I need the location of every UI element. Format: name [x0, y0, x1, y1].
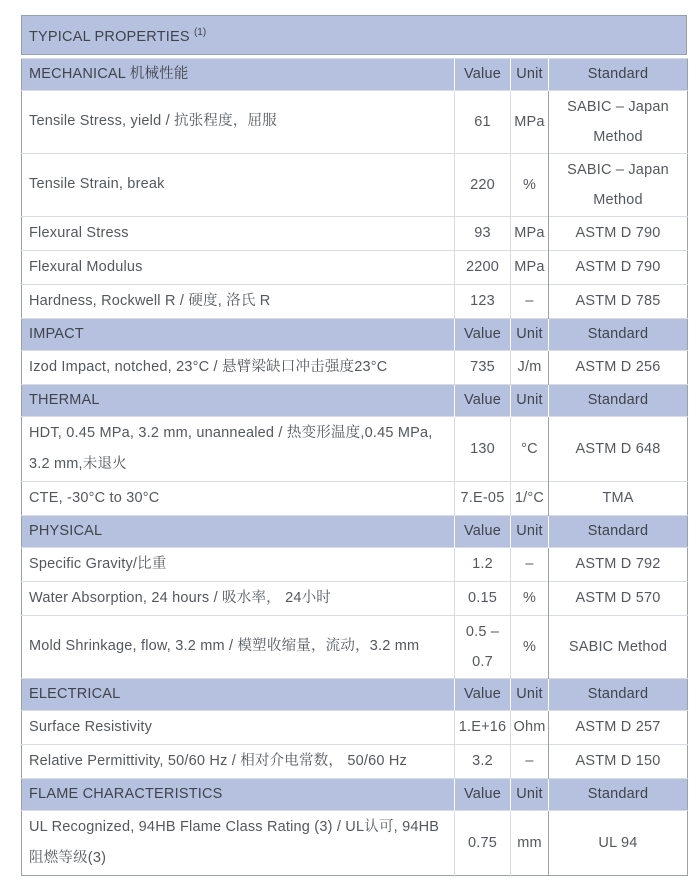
- column-header-unit: Unit: [511, 384, 549, 416]
- property-cell: Mold Shrinkage, flow, 3.2 mm / 模塑收缩量，流动，3.2 mm: [22, 615, 455, 678]
- value-cell: 130: [455, 416, 511, 481]
- standard-cell: ASTM D 790: [549, 250, 688, 284]
- table-row: [22, 284, 688, 318]
- datasheet-properties-table: [21, 15, 687, 876]
- column-header-standard: Standard: [549, 778, 688, 810]
- value-cell: 2200: [455, 250, 511, 284]
- unit-cell: –: [511, 547, 549, 581]
- standard-cell: UL 94: [549, 810, 688, 875]
- section-header-impact: [22, 318, 688, 350]
- column-header-unit: Unit: [511, 515, 549, 547]
- unit-cell: J/m: [511, 350, 549, 384]
- value-cell: 93: [455, 216, 511, 250]
- unit-cell: 1/°C: [511, 481, 549, 515]
- property-cell: Specific Gravity/比重: [22, 547, 455, 581]
- table-row: [22, 481, 688, 515]
- section-header-flame-characteristics: [22, 778, 688, 810]
- unit-cell: MPa: [511, 216, 549, 250]
- property-cell: UL Recognized, 94HB Flame Class Rating (3) / UL认可, 94HB 阻燃等级(3): [22, 810, 455, 875]
- value-cell: 0.75: [455, 810, 511, 875]
- value-cell: 1.E+16: [455, 710, 511, 744]
- table-title: [21, 15, 687, 55]
- section-header-electrical: [22, 678, 688, 710]
- table-row: [22, 216, 688, 250]
- section-header-physical: [22, 515, 688, 547]
- value-cell: 123: [455, 284, 511, 318]
- column-header-value: Value: [455, 778, 511, 810]
- column-header-unit: Unit: [511, 58, 549, 90]
- property-cell: Water Absorption, 24 hours / 吸水率， 24小时: [22, 581, 455, 615]
- column-header-standard: Standard: [549, 318, 688, 350]
- unit-cell: %: [511, 581, 549, 615]
- value-cell: 220: [455, 153, 511, 216]
- value-cell: 0.15: [455, 581, 511, 615]
- section-label: FLAME CHARACTERISTICS: [22, 778, 455, 810]
- value-cell: 7.E-05: [455, 481, 511, 515]
- column-header-unit: Unit: [511, 678, 549, 710]
- standard-cell: ASTM D 792: [549, 547, 688, 581]
- unit-cell: %: [511, 153, 549, 216]
- property-cell: Hardness, Rockwell R / 硬度, 洛氏 R: [22, 284, 455, 318]
- table-row: [22, 153, 688, 216]
- standard-cell: ASTM D 648: [549, 416, 688, 481]
- column-header-value: Value: [455, 678, 511, 710]
- section-label: IMPACT: [22, 318, 455, 350]
- standard-cell: SABIC – Japan Method: [549, 153, 688, 216]
- unit-cell: –: [511, 744, 549, 778]
- unit-cell: –: [511, 284, 549, 318]
- column-header-value: Value: [455, 318, 511, 350]
- unit-cell: %: [511, 615, 549, 678]
- table-row: [22, 547, 688, 581]
- property-cell: HDT, 0.45 MPa, 3.2 mm, unannealed / 热变形温度,0.45 MPa, 3.2 mm,未退火: [22, 416, 455, 481]
- standard-cell: ASTM D 256: [549, 350, 688, 384]
- table-row: [22, 581, 688, 615]
- column-header-standard: Standard: [549, 678, 688, 710]
- value-cell: 3.2: [455, 744, 511, 778]
- value-cell: 1.2: [455, 547, 511, 581]
- section-header-thermal: [22, 384, 688, 416]
- column-header-value: Value: [455, 58, 511, 90]
- column-header-unit: Unit: [511, 778, 549, 810]
- table-row: [22, 90, 688, 153]
- standard-cell: ASTM D 785: [549, 284, 688, 318]
- value-cell: 735: [455, 350, 511, 384]
- section-label: MECHANICAL 机械性能: [22, 58, 455, 90]
- unit-cell: mm: [511, 810, 549, 875]
- column-header-value: Value: [455, 515, 511, 547]
- column-header-unit: Unit: [511, 318, 549, 350]
- property-cell: Flexural Stress: [22, 216, 455, 250]
- table-row: [22, 350, 688, 384]
- table-row: [22, 250, 688, 284]
- column-header-standard: Standard: [549, 58, 688, 90]
- section-label: ELECTRICAL: [22, 678, 455, 710]
- value-cell: 61: [455, 90, 511, 153]
- column-header-standard: Standard: [549, 515, 688, 547]
- property-cell: Tensile Stress, yield / 抗张程度，屈服: [22, 90, 455, 153]
- section-label: THERMAL: [22, 384, 455, 416]
- value-cell: 0.5 – 0.7: [455, 615, 511, 678]
- table-row: [22, 744, 688, 778]
- column-header-value: Value: [455, 384, 511, 416]
- section-header-mechanical: [22, 58, 688, 90]
- standard-cell: ASTM D 150: [549, 744, 688, 778]
- table-row: [22, 615, 688, 678]
- unit-cell: MPa: [511, 90, 549, 153]
- standard-cell: SABIC – Japan Method: [549, 90, 688, 153]
- unit-cell: MPa: [511, 250, 549, 284]
- property-cell: CTE, -30°C to 30°C: [22, 481, 455, 515]
- properties-table: [21, 58, 688, 876]
- table-title-footnote-ref: (1): [193, 27, 207, 38]
- unit-cell: Ohm: [511, 710, 549, 744]
- property-cell: Surface Resistivity: [22, 710, 455, 744]
- table-row: [22, 810, 688, 875]
- table-title-text: TYPICAL PROPERTIES: [29, 28, 190, 45]
- standard-cell: ASTM D 257: [549, 710, 688, 744]
- section-label: PHYSICAL: [22, 515, 455, 547]
- table-row: [22, 416, 688, 481]
- unit-cell: °C: [511, 416, 549, 481]
- standard-cell: ASTM D 570: [549, 581, 688, 615]
- table-row: [22, 710, 688, 744]
- property-cell: Flexural Modulus: [22, 250, 455, 284]
- standard-cell: SABIC Method: [549, 615, 688, 678]
- property-cell: Relative Permittivity, 50/60 Hz / 相对介电常数， 50/60 Hz: [22, 744, 455, 778]
- property-cell: Izod Impact, notched, 23°C / 悬臂梁缺口冲击强度23°C: [22, 350, 455, 384]
- standard-cell: ASTM D 790: [549, 216, 688, 250]
- standard-cell: TMA: [549, 481, 688, 515]
- column-header-standard: Standard: [549, 384, 688, 416]
- property-cell: Tensile Strain, break: [22, 153, 455, 216]
